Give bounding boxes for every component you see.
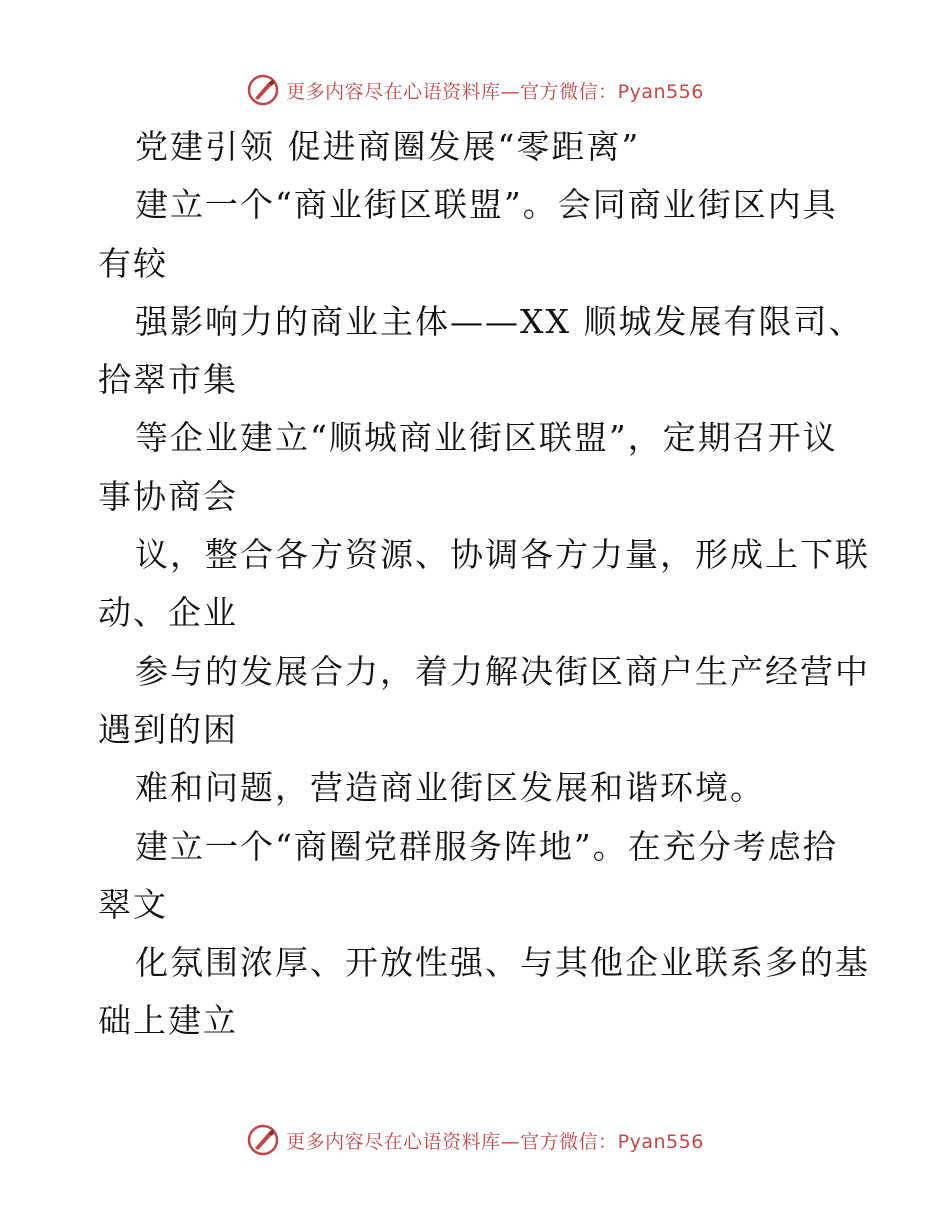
- header-banner-text: 更多内容尽在心语资料库—官方微信：Pyan556: [286, 80, 704, 103]
- header-banner: [0, 70, 950, 110]
- text-line: 翠文: [98, 884, 168, 924]
- text-line: 动、企业: [98, 593, 238, 633]
- footer-banner: [0, 1120, 950, 1160]
- text-line: 遇到的困: [98, 709, 238, 749]
- quill-logo-icon: [246, 73, 280, 107]
- footer-banner-text: 更多内容尽在心语资料库—官方微信：Pyan556: [286, 1130, 704, 1153]
- text-line: 强影响力的商业主体——XX 顺城发展有限司、: [135, 301, 864, 341]
- quill-logo-icon: [246, 1123, 280, 1157]
- text-line: 难和问题，营造商业街区发展和谐环境。: [135, 768, 765, 808]
- text-line: 建立一个“商业街区联盟”。会同商业街区内具: [135, 185, 838, 225]
- text-line: 化氛围浓厚、开放性强、与其他企业联系多的基: [135, 943, 870, 983]
- text-line: 础上建立: [98, 1001, 238, 1041]
- text-line: 拾翠市集: [98, 360, 238, 400]
- text-line: 等企业建立“顺城商业街区联盟”，定期召开议: [135, 418, 838, 458]
- text-line: 事协商会: [98, 476, 238, 516]
- text-line: 有较: [98, 243, 168, 283]
- text-line: 党建引领 促进商圈发展“零距离”: [135, 127, 641, 166]
- document-body: [98, 118, 870, 1051]
- text-line: 参与的发展合力，着力解决街区商户生产经营中: [135, 651, 870, 691]
- text-line: 建立一个“商圈党群服务阵地”。在充分考虑拾: [135, 826, 838, 866]
- text-line: 议，整合各方资源、协调各方力量，形成上下联: [135, 535, 870, 575]
